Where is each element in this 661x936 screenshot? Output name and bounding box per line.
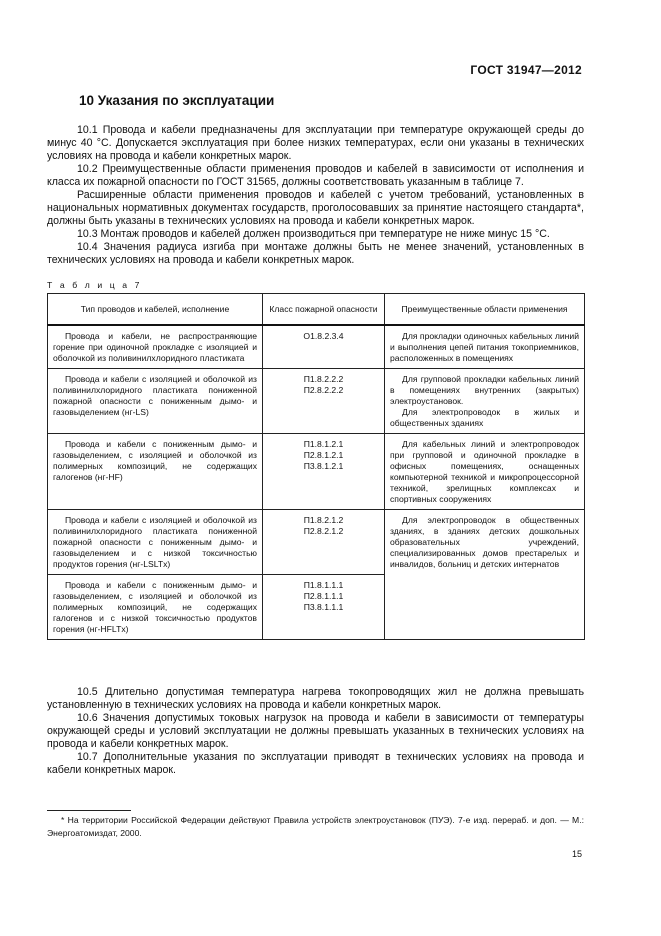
fire-class-cell bbox=[263, 575, 385, 640]
fire-class-code: П1.8.2.2.2 bbox=[303, 374, 344, 384]
table-header-row bbox=[48, 294, 585, 326]
fire-class-cell bbox=[263, 369, 385, 434]
application-area-cell bbox=[385, 434, 585, 510]
paragraph-extended-areas: Расширенные области применения проводов и кабелей с учетом требований, установленных в национальных нормативных документах государств, проголосовавших за принятие настоящего стандарта*, должны быть указаны в технических условиях на провода и кабели конкретных марок. bbox=[47, 189, 584, 227]
application-area-merged-cell bbox=[385, 510, 585, 640]
fire-class-code: П1.8.1.2.1 bbox=[303, 439, 344, 449]
paragraph-10-7: 10.7 Дополнительные указания по эксплуатации приводят в технических условиях на провода и кабели конкретных марок. bbox=[47, 751, 584, 776]
paragraph-10-4: 10.4 Значения радиуса изгиба при монтаже должны быть не менее значений, установленных в технических условиях на провода и кабели конкретных марок. bbox=[47, 241, 584, 266]
fire-class-code: П1.8.1.1.1 bbox=[303, 580, 344, 590]
paragraph-10-5: 10.5 Длительно допустимая температура нагрева токопроводящих жил не должна превышать установленную в технических условиях на провода и кабели конкретных марок. bbox=[47, 686, 584, 711]
paragraph-10-1: 10.1 Провода и кабели предназначены для эксплуатации при температуре окружающей среды до минус 40 °С. Допускается эксплуатация при более низких температурах, если они указаны в технических условиях на провода и кабели конкретных марок. bbox=[47, 124, 584, 162]
section-title: 10 Указания по эксплуатации bbox=[79, 93, 275, 108]
fire-class-cell bbox=[263, 434, 385, 510]
cable-type-cell: Провода и кабели с пониженным дымо- и газовыделением, с изоляцией и оболочкой из полимерных композиций, не содержащих галогенов и с низкой токсичностью продуктов горения (нг-HFLTx) bbox=[48, 575, 263, 640]
header-application-area: Преимущественные области применения bbox=[385, 294, 585, 326]
application-area-cell bbox=[385, 369, 585, 434]
page-number: 15 bbox=[571, 849, 582, 859]
fire-class-cell bbox=[263, 325, 385, 369]
cable-type-cell: Провода и кабели с изоляцией и оболочкой из поливинилхлоридного пластиката пониженной пожарной опасности с пониженным дымо- и газовыделением (нг-LS) bbox=[48, 369, 263, 434]
fire-class-code: П1.8.2.1.2 bbox=[303, 515, 344, 525]
footnote-divider bbox=[47, 810, 131, 811]
table-row bbox=[48, 434, 585, 510]
paragraphs-top bbox=[47, 124, 584, 267]
fire-class-code: П2.8.1.1.1 bbox=[303, 591, 344, 601]
footnote: * На территории Российской Федерации действуют Правила устройств электроустановок (ПУЭ). 7-е изд. перераб. и доп. — М.: Энергоатомиздат, 2000. bbox=[47, 815, 584, 838]
fire-class-cell bbox=[263, 510, 385, 575]
header-cable-type: Тип проводов и кабелей, исполнение bbox=[48, 294, 263, 326]
application-area-text: Для групповой прокладки кабельных линий в помещениях внутренних (закрытых) электроустановок. bbox=[390, 374, 579, 406]
paragraph-10-3: 10.3 Монтаж проводов и кабелей должен производиться при температуре не ниже минус 15 °С. bbox=[77, 228, 550, 240]
header-fire-class: Класс пожарной опасности bbox=[263, 294, 385, 326]
table-row bbox=[48, 369, 585, 434]
application-area-text: Для электропроводок в общественных зданиях, в зданиях детских дошкольных образовательных учреждений, специализированных домов престарелых и инвалидов, больниц и детских интернатов bbox=[390, 515, 579, 569]
cable-type-cell: Провода и кабели, не распространяющие горение при одиночной прокладке с изоляцией и оболочкой из поливинилхлоридного пластиката bbox=[48, 325, 263, 369]
fire-class-code: П3.8.1.1.1 bbox=[303, 602, 344, 612]
fire-class-code: П2.8.1.2.1 bbox=[303, 450, 344, 460]
document-header: ГОСТ 31947—2012 bbox=[470, 63, 582, 77]
table-caption: Т а б л и ц а 7 bbox=[47, 280, 142, 290]
table-row bbox=[48, 510, 585, 575]
application-area-text: Для электропроводок в жилых и общественных зданиях bbox=[390, 407, 579, 428]
fire-class-code: П2.8.2.1.2 bbox=[303, 526, 344, 536]
application-area-cell bbox=[385, 325, 585, 369]
fire-class-code: О1.8.2.3.4 bbox=[303, 331, 344, 341]
application-area-text: Для прокладки одиночных кабельных линий и выполнения цепей питания токоприемников, расположенных в помещениях bbox=[390, 331, 579, 363]
fire-class-code: П2.8.2.2.2 bbox=[303, 385, 344, 395]
fire-class-code: П3.8.1.2.1 bbox=[303, 461, 344, 471]
cable-type-cell: Провода и кабели с изоляцией и оболочкой из поливинилхлоридного пластиката пониженной пожарной опасности с пониженным дымо- и газовыделением и с низкой токсичностью продуктов горения (нг-LSLTx) bbox=[48, 510, 263, 575]
table-row bbox=[48, 325, 585, 369]
paragraph-10-6: 10.6 Значения допустимых токовых нагрузок на провода и кабели в зависимости от температуры окружающей среды и условий эксплуатации не должны превышать указанных в технических условиях на провода и кабели конкретных марок. bbox=[47, 712, 584, 750]
paragraphs-bottom bbox=[47, 686, 584, 777]
cable-type-cell: Провода и кабели с пониженным дымо- и газовыделением, с изоляцией и оболочкой из полимерных композиций, не содержащих галогенов (нг-HF) bbox=[48, 434, 263, 510]
paragraph-10-2: 10.2 Преимущественные области применения проводов и кабелей в зависимости от исполнения и класса их пожарной опасности по ГОСТ 31565, должны соответствовать указанным в таблице 7. bbox=[47, 163, 584, 188]
application-area-text: Для кабельных линий и электропроводок при групповой и одиночной прокладке в офисных помещениях, оснащенных компьютерной техникой и микропроцессорной техникой, зрелищных комплексах и спортивных сооружениях bbox=[390, 439, 579, 504]
table-7 bbox=[47, 293, 585, 640]
